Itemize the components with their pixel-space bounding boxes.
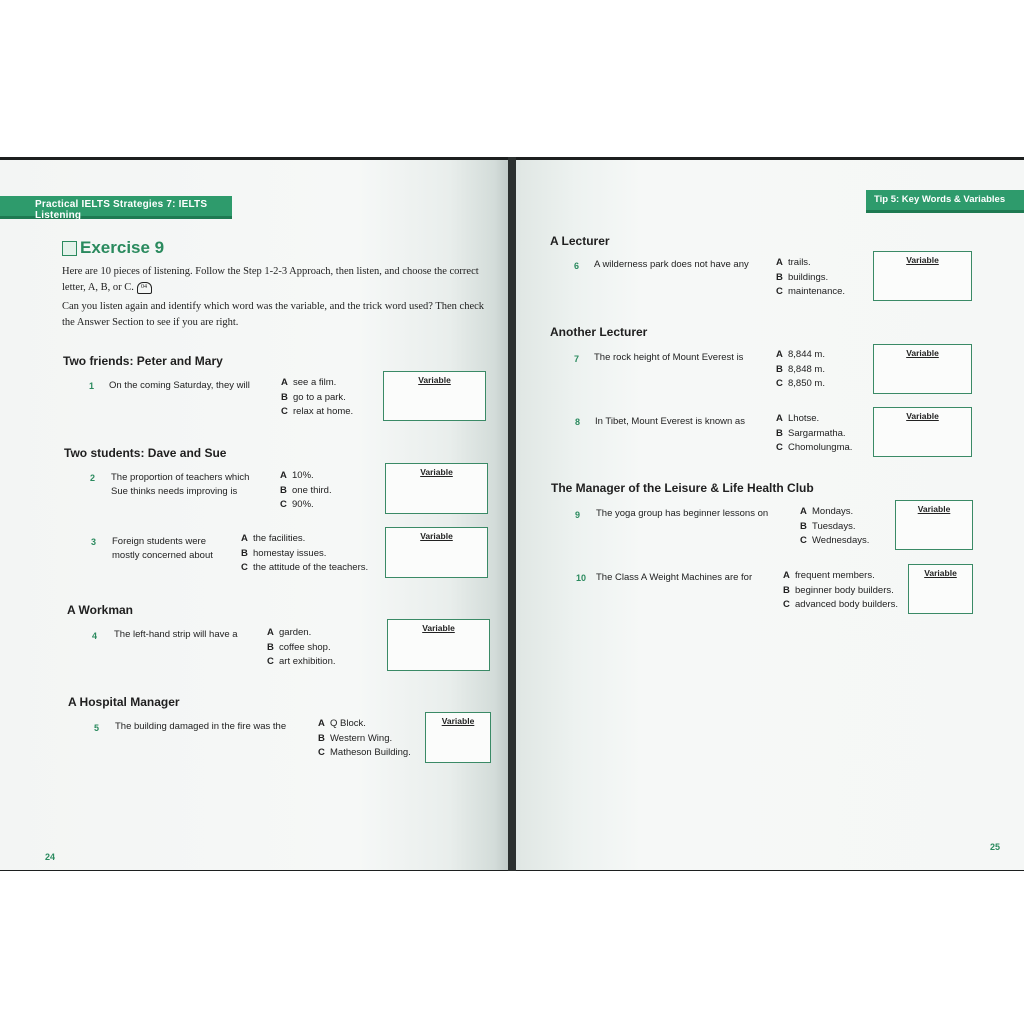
option-b: B Tuesdays. [800, 520, 856, 532]
option-c: C relax at home. [281, 406, 354, 417]
option-b: B homestay issues. [241, 547, 327, 559]
section-title: The Manager of the Leisure & Life Health Club [551, 481, 814, 495]
answer-options [267, 626, 336, 670]
question-text: The yoga group has beginner lessons on [596, 508, 769, 519]
left-page-banner [0, 196, 232, 219]
page-number: 24 [45, 852, 56, 862]
option-a: A trails. [776, 257, 811, 268]
option-a: A 8,844 m. [776, 349, 825, 360]
answer-options [776, 412, 852, 456]
question-number: 7 [574, 354, 580, 364]
option-b: B Sargarmatha. [776, 427, 846, 439]
question-number: 10 [576, 573, 587, 583]
variable-answer-box[interactable]: Variable [385, 463, 488, 514]
answer-options [776, 256, 845, 300]
question-text: The rock height of Mount Everest is [594, 352, 744, 363]
question-text: The building damaged in the fire was the [115, 721, 287, 732]
option-a: A 10%. [280, 470, 314, 481]
variable-answer-box[interactable]: Variable [873, 344, 972, 394]
answer-options [241, 532, 368, 576]
option-a: A Mondays. [800, 506, 854, 517]
variable-answer-box[interactable]: Variable [895, 500, 973, 550]
option-c: C Matheson Building. [318, 747, 411, 758]
option-a: A see a film. [281, 377, 337, 388]
option-c: C art exhibition. [267, 656, 336, 667]
option-c: C the attitude of the teachers. [241, 562, 369, 573]
question-number: 4 [92, 631, 98, 641]
right-banner-text: Tip 5: Key Words & Variables [874, 194, 1006, 205]
right-page [514, 160, 1024, 870]
book-spread [0, 157, 1024, 871]
audio-track-icon: 04 [137, 282, 152, 294]
question-number: 2 [90, 473, 96, 483]
option-a: A Lhotse. [776, 413, 820, 424]
variable-answer-box[interactable]: Variable [908, 564, 973, 614]
right-page-banner [866, 190, 1024, 213]
question-text: The left-hand strip will have a [114, 629, 238, 640]
question-text: A wilderness park does not have any [594, 259, 749, 270]
exercise-instructions: Here are 10 pieces of listening. Follow the Step 1-2-3 Approach, then listen, and choose the correct letter, A, B, or C. 04 [62, 266, 479, 293]
option-b: B Western Wing. [318, 732, 393, 744]
question-number: 3 [91, 537, 97, 547]
answer-options [280, 469, 332, 513]
option-b: B coffee shop. [267, 641, 331, 653]
section-title: A Lecturer [550, 234, 610, 248]
variable-answer-box[interactable]: Variable [873, 407, 972, 457]
question-text: The proportion of teachers which Sue thinks needs improving is [111, 472, 250, 497]
question-text: In Tibet, Mount Everest is known as [595, 416, 745, 427]
section-title: A Workman [67, 603, 134, 617]
section-title: Another Lecturer [550, 325, 648, 339]
variable-answer-box[interactable]: Variable [873, 251, 972, 301]
question-number: 6 [574, 261, 580, 271]
page-number: 25 [990, 842, 1001, 852]
option-b: B 8,848 m. [776, 363, 825, 375]
answer-options [783, 569, 898, 613]
question-number: 8 [575, 417, 581, 427]
answer-options [800, 505, 869, 549]
exercise-instructions-2: Can you listen again and identify which word was the variable, and the trick word used? Then check the Answer Section to see if you are right. [62, 301, 485, 328]
answer-options [776, 348, 825, 392]
question-number: 1 [89, 381, 95, 391]
section-title: Two students: Dave and Sue [64, 446, 227, 460]
option-a: A garden. [267, 627, 312, 638]
option-a: A the facilities. [241, 533, 306, 544]
question-number: 9 [575, 510, 581, 520]
exercise-title: Exercise 9 [80, 238, 165, 257]
option-c: C Wednesdays. [800, 535, 870, 546]
question-text: Foreign students were mostly concerned about [112, 536, 213, 561]
option-b: B go to a park. [281, 391, 346, 403]
variable-answer-box[interactable]: Variable [383, 371, 486, 421]
option-a: A Q Block. [318, 718, 366, 729]
option-c: C Chomolungma. [776, 442, 853, 453]
question-text: The Class A Weight Machines are for [596, 572, 753, 583]
option-c: C advanced body builders. [783, 599, 898, 610]
question-number: 5 [94, 723, 100, 733]
option-b: B beginner body builders. [783, 584, 894, 596]
question-text: On the coming Saturday, they will [109, 380, 250, 391]
left-page [0, 160, 510, 870]
option-b: B one third. [280, 484, 332, 496]
option-c: C 8,850 m. [776, 378, 825, 389]
option-c: C 90%. [280, 499, 314, 510]
option-a: A frequent members. [783, 570, 875, 581]
section-title: Two friends: Peter and Mary [63, 354, 223, 368]
option-c: C maintenance. [776, 286, 846, 297]
option-b: B buildings. [776, 271, 829, 283]
left-banner-text: Practical IELTS Strategies 7: IELTS Listening [35, 199, 208, 221]
variable-answer-box[interactable]: Variable [385, 527, 488, 578]
section-title: A Hospital Manager [68, 695, 180, 709]
variable-answer-box[interactable]: Variable [387, 619, 490, 671]
variable-answer-box[interactable]: Variable [425, 712, 491, 763]
book-spine [508, 157, 516, 871]
answer-options [281, 376, 353, 420]
answer-options [318, 717, 411, 761]
